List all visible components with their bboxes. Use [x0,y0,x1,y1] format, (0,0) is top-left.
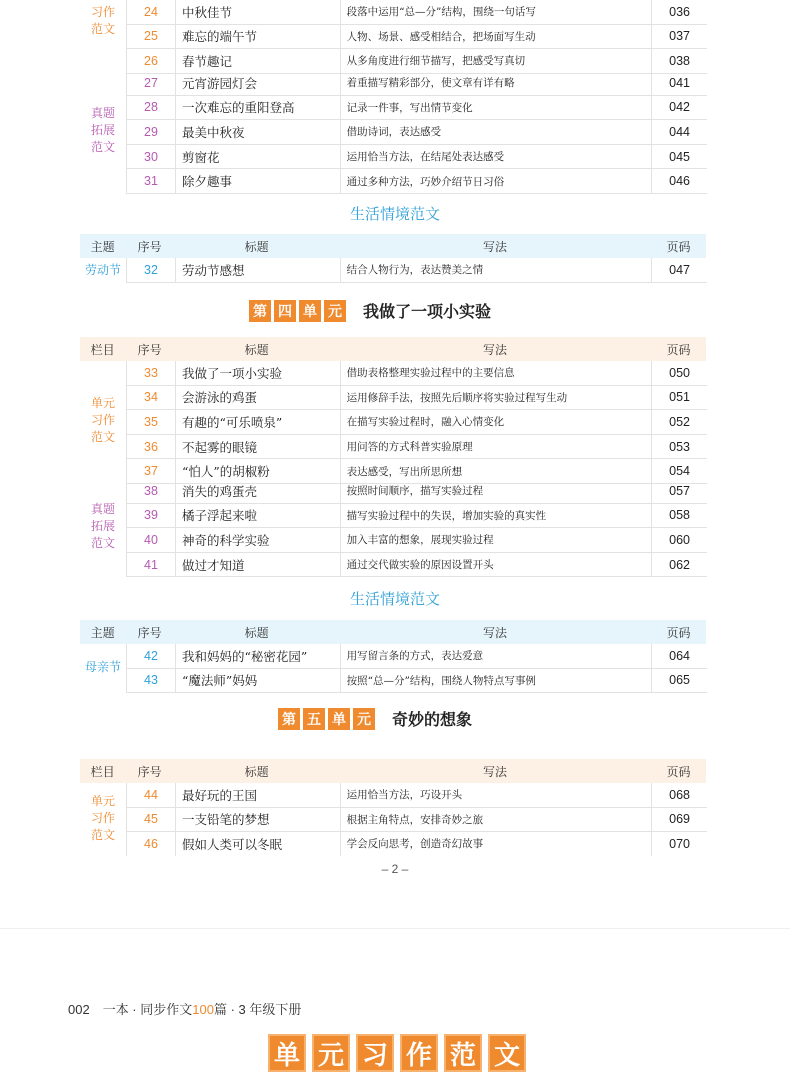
unit-char: 单 [299,300,321,322]
unit3-top-group [80,0,707,74]
banner-char: 习 [356,1034,394,1072]
table-row[interactable]: 46 假如人类可以冬眠 学会反向思考，创造奇幻故事 070 [127,832,707,856]
footer-count: 100 [192,1002,214,1017]
unit4-heading [249,299,491,322]
table-row[interactable]: 45 一支铅笔的梦想 根据主角特点，安排奇妙之旅 069 [127,808,707,833]
table-row[interactable]: 33 我做了一项小实验 借助表格整理实验过程中的主要信息 050 [127,361,707,386]
table-row[interactable]: 40 神奇的科学实验 加入丰富的想象，展现实验过程 060 [127,528,707,553]
category-label: 劳动节 [84,262,121,277]
rows [126,644,707,693]
banner-char: 文 [488,1034,526,1072]
unit5-unit-group [80,783,707,856]
table-header: 主题 序号 标题 写法 页码 [80,620,706,644]
unit3-life-header [80,234,706,258]
section-title: 生活情境范文 [349,206,440,223]
table-row[interactable]: 39 橘子浮起来啦 描写实验过程中的失误，增加实验的真实性 058 [127,504,707,529]
banner-char: 元 [312,1034,350,1072]
banner-char: 范 [444,1034,482,1072]
page-number: – 2 – [381,862,409,876]
page-divider [0,928,790,929]
rows [126,258,707,283]
unit3-extend-group [80,71,707,194]
unit4-life-header [80,620,706,644]
rows [126,0,707,74]
table-row[interactable]: 44 最好玩的王国 运用恰当方法，巧设开头 068 [127,783,707,808]
footer-suffix: 篇 · 3 年级下册 [213,1002,302,1017]
table-row[interactable]: 30 剪窗花 运用恰当方法，在结尾处表达感受 045 [127,145,707,170]
table-row[interactable]: 41 做过才知道 通过交代做实验的原因设置开头 062 [127,553,707,578]
table-header: 栏目 序号 标题 写法 页码 [80,337,706,361]
page-footer [68,999,301,1018]
table-row[interactable]: 31 除夕趣事 通过多种方法，巧妙介绍节日习俗 046 [127,169,707,194]
unit3-life-group [80,258,707,283]
rows [126,479,707,577]
unit4-life-group [80,644,707,693]
table-row[interactable]: 27 元宵游园灯会 着重描写精彩部分，使文章有详有略 041 [127,71,707,96]
table-row[interactable]: 29 最美中秋夜 借助诗词，表达感受 044 [127,120,707,145]
banner-char: 作 [400,1034,438,1072]
category-label: 单元 习作 范文 [90,395,115,444]
unit4-unit-group [80,361,707,484]
table-header: 主题 序号 标题 写法 页码 [80,234,706,258]
table-row[interactable]: 34 会游泳的鸡蛋 运用修辞手法，按照先后顺序将实验过程写生动 051 [127,386,707,411]
unit5-heading [278,707,472,730]
table-row[interactable]: 36 不起雾的眼镜 用问答的方式科普实验原理 053 [127,435,707,460]
table-row[interactable]: 28 一次难忘的重阳登高 记录一件事，写出情节变化 042 [127,96,707,121]
unit-char: 元 [353,708,375,730]
unit4-extend-group [80,479,707,577]
table-header: 栏目 序号 标题 写法 页码 [80,759,706,783]
category-label: 习作 范文 [90,5,115,36]
chapter-banner [268,1034,532,1072]
unit-char: 第 [278,708,300,730]
rows [126,71,707,194]
category-label: 真题 拓展 范文 [90,502,115,550]
unit-char: 单 [328,708,350,730]
category-label: 单元 习作 范文 [90,794,115,842]
table-row[interactable]: 37 “怕人”的胡椒粉 表达感受，写出所思所想 054 [127,459,707,484]
footer-prefix: 002 一本 · 同步作文 [68,1002,193,1017]
table-row[interactable]: 25 难忘的端午节 人物、场景、感受相结合，把场面写生动 037 [127,25,707,50]
table-row[interactable]: 42 我和妈妈的“秘密花园” 用写留言条的方式，表达爱意 064 [127,644,707,669]
category-label: 母亲节 [84,660,121,674]
unit-char: 五 [303,708,325,730]
table-row[interactable]: 35 有趣的“可乐喷泉” 在描写实验过程时，融入心情变化 052 [127,410,707,435]
unit-char: 元 [324,300,346,322]
category-label: 真题 拓展 范文 [90,105,115,154]
table-row[interactable]: 24 中秋佳节 段落中运用“总—分”结构，围绕一句话写 036 [127,0,707,25]
unit-name: 我做了一项小实验 [363,304,492,321]
table-row[interactable]: 43 “魔法师”妈妈 按照“总—分”结构，围绕人物特点写事例 065 [127,669,707,694]
rows [126,783,707,856]
unit-char: 第 [249,300,271,322]
table-row[interactable]: 32 劳动节感想 结合人物行为，表达赞美之情 047 [127,258,707,283]
banner-char: 单 [268,1034,306,1072]
unit4-header [80,337,706,361]
unit-name: 奇妙的想象 [392,712,473,729]
table-row[interactable]: 38 消失的鸡蛋壳 按照时间顺序，描写实验过程 057 [127,479,707,504]
table-row[interactable]: 26 春节趣记 从多角度进行细节描写，把感受写真切 038 [127,49,707,74]
unit-char: 四 [274,300,296,322]
unit5-header [80,759,706,783]
rows [126,361,707,484]
section-title: 生活情境范文 [349,591,440,608]
